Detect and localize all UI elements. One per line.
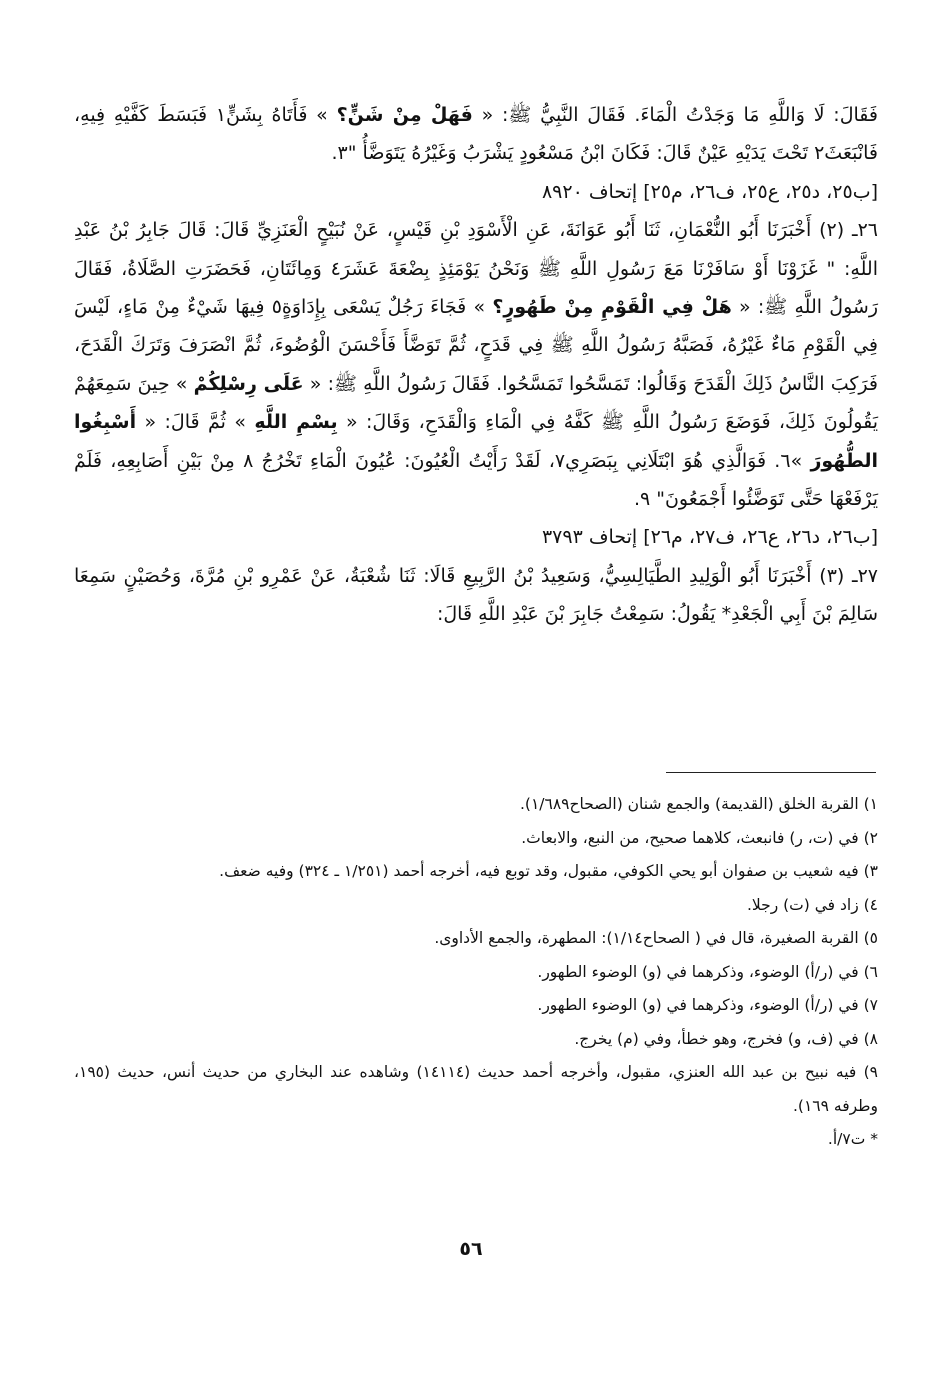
text-run: » حِينَ سَمِعَهُمْ يَقُولُونَ ذَلِكَ، فَوَضَعَ رَسُولُ اللَّهِ ﷺ كَفَّهُ فِي الْمَاءِ وَالْقَدَحِ، وَقَالَ: « <box>74 372 878 434</box>
footnote: ٩) فيه نبيح بن عبد الله العنزي، مقبول، وأخرجه أحمد حديث (١٤١١٤) وشاهده عند البخاري من حديث أنس، حديث (١٩٥، وطرفه ١٦٩). <box>74 1063 878 1115</box>
hadith-26 <box>74 211 878 518</box>
text-run: »٦. فَوَالَّذِي هُوَ ابْتَلَانِي بِبَصَرِي٧، لَقَدْ رَأَيْتُ الْعُيُونَ: عُيُونَ الْمَاءِ تَخْرُجُ ٨ مِنْ بَيْنِ أَصَابِعِهِ، فَلَمْ يَرْفَعْهَا حَتَّى تَوَضَّئُوا أَجْمَعُونَ" ٩. <box>74 449 878 511</box>
footnotes <box>74 788 878 1157</box>
footnote: ٥) القربة الصغيرة، قال في ( الصحاح١/١٤): المطهرة، والجمع الأداوى. <box>434 929 878 947</box>
footnote: ٦) في (ر/أ) الوضوء، وذكرهما في (و) الوضوء الطهور. <box>537 962 878 981</box>
text-run: » فَأَتَاهُ بِشَنٍّ١ فَبَسَطَ كَفَّيْهِ فِيهِ، فَانْبَعَثَ٢ تَحْتَ يَدَيْهِ عَيْنٌ قَالَ: فَكَانَ ابْنُ مَسْعُودٍ يَشْرَبُ وَغَيْرُهُ يَتَوَضَّأُ "٣. <box>74 104 878 165</box>
prophet-quote: هَلْ فِي الْقَوْمِ مِنْ طَهُورٍ؟ <box>492 296 732 319</box>
hadith-27: ٢٧ـ (٣) أَخْبَرَنَا أَبُو الْوَلِيدِ الطَّيَالِسِيُّ، وَسَعِيدُ بْنُ الرَّبِيعِ قَالَا: ثَنَا شُعْبَةُ، عَنْ عَمْرِو بْنِ مُرَّةَ، وَحُصَيْنٍ سَمِعَا سَالِمَ بْنَ أَبِي الْجَعْدِ* يَقُولُ: سَمِعْتُ جَابِرَ بْنَ عَبْدِ اللَّهِ قَالَ: <box>74 564 879 626</box>
footnote: ٨) في (ف، و) فخرج، وهو خطأ، وفي (م) يخرج. <box>574 1029 878 1048</box>
prophet-quote: فَهَلْ مِنْ شَنٍّ؟ <box>336 104 473 126</box>
footnote: ١) القربة الخلق (القديمة) والجمع شنان (الصحاح١/٦٨٩). <box>519 795 878 813</box>
prophet-quote: بِسْمِ اللَّهِ <box>254 411 338 434</box>
prophet-quote: أَسْبِغُوا الطُّهُورَ <box>74 411 878 472</box>
text-run: فَقَالَ: لَا وَاللَّهِ مَا وَجَدْتُ الْمَاءَ. فَقَالَ النَّبِيُّ ﷺ: « <box>472 104 878 126</box>
footnote: ٢) في (ت، ر) فانبعث، كلاهما صحيح، من النبع، والابعاث. <box>521 828 878 847</box>
footnote: ٤) زاد في (ت) رجلا. <box>746 895 878 914</box>
text-run: ٢٦ـ (٢) أَخْبَرَنَا أَبُو النُّعْمَانِ، ثَنَا أَبُو عَوَانَةَ، عَنِ الْأَسْوَدِ بْنِ قَيْسٍ، عَنْ نُبَيْحٍ الْعَنَزِيِّ قَالَ: قَالَ جَابِرُ بْنُ عَبْدِ اللَّهِ: " غَزَوْنَا أَوْ سَافَرْنَا مَعَ رَسُولِ اللَّهِ ﷺ وَنَحْنُ يَوْمَئِذٍ بِضْعَةَ عَشَرَ٤ وَمِائَتَانِ، فَحَضَرَتِ الصَّلَاةُ، فَقَالَ رَسُولُ اللَّهِ ﷺ: « <box>74 219 879 319</box>
prophet-quote: عَلَى رِسْلِكُمْ <box>193 372 304 395</box>
footnote-separator <box>666 772 876 773</box>
reference-line: [ب٢٥، د٢٥، ع٢٥، ف٢٦، م٢٥] إتحاف ٨٩٢٠ <box>541 180 878 203</box>
hadith-25-end <box>74 96 878 173</box>
text-run: » ثُمَّ قَالَ: « <box>136 411 255 434</box>
reference-line: [ب٢٦، د٢٦، ع٢٦، ف٢٧، م٢٦] إتحاف ٣٧٩٣ <box>541 526 878 549</box>
footnote: * ت٧/أ. <box>827 1130 878 1148</box>
footnote: ٧) في (ر/أ) الوضوء، وذكرهما في (و) الوضوء الطهور. <box>537 996 878 1014</box>
page-number: ٥٦ <box>459 1238 483 1260</box>
main-text <box>74 96 878 634</box>
text-run: » فَجَاءَ رَجُلٌ يَسْعَى بِإِدَاوَةٍ٥ فِيهَا شَيْءٌ مِنْ مَاءٍ، لَيْسَ فِي الْقَوْمِ مَاءٌ غَيْرُهُ، فَصَبَّهُ رَسُولُ اللَّهِ ﷺ فِي قَدَحٍ، ثُمَّ تَوَضَّأَ فَأَحْسَنَ الْوُضُوءَ، ثُمَّ انْصَرَفَ وَتَرَكَ الْقَدَحَ، فَرَكِبَ النَّاسُ ذَلِكَ الْقَدَحَ وَقَالُوا: تَمَسَّحُوا تَمَسَّحُوا. فَقَالَ رَسُولُ اللَّهِ ﷺ: « <box>74 296 878 395</box>
footnote: ٣) فيه شعيب بن صفوان أبو يحي الكوفي، مقبول، وقد توبع فيه، أخرجه أحمد (١/٢٥١ ـ ٣٢٤) وفيه ضعف. <box>219 862 878 880</box>
